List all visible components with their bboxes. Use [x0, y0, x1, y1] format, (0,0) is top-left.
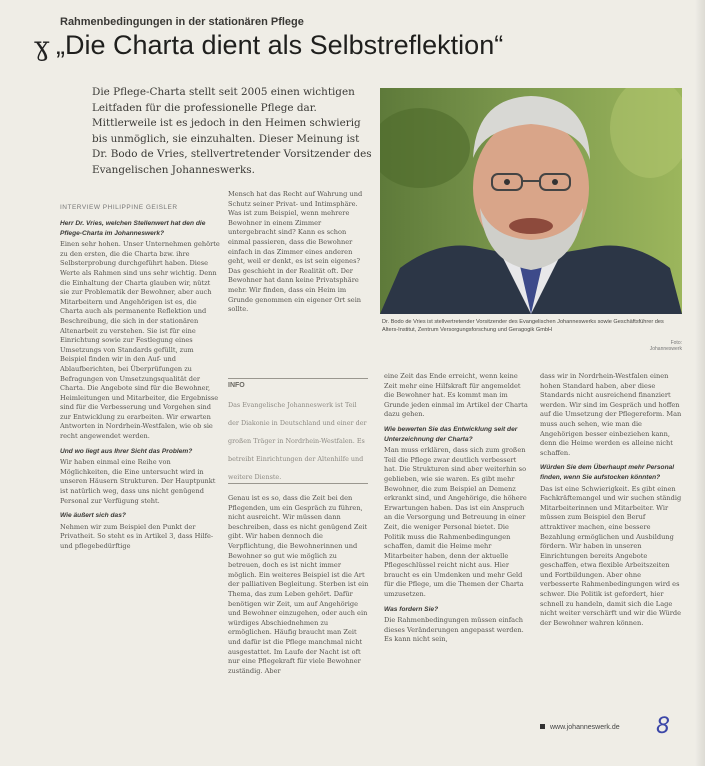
website-link[interactable] [540, 724, 620, 731]
question: Was fordern Sie? [384, 605, 439, 613]
question: Und wo liegt aus Ihrer Sicht das Problem? [60, 447, 193, 455]
photo-credit: Foto: Johanneswerk [649, 340, 682, 352]
answer: Die Rahmenbedingungen müssen einfach dieses Veränderungen angepasst werden. Es kann nicht sein, [384, 616, 524, 644]
column-3 [384, 372, 530, 740]
lead-paragraph: Die Pflege-Charta stellt seit 2005 einen wichtigen Leitfaden für die professionelle Pflege dar. Mittlerweile ist es jedoch in den Heimen schwierig bis unmöglich, sie einzuhalten. Dieser Meinung ist Dr. Bodo de Vries, stellvertretender Vorsitzender des Evangelischen Johanneswerks. [92, 86, 372, 176]
answer: dass wir in Nordrhein-Westfalen einen hohen Standard haben, aber diese Standards nicht ausreichend finanziert werden. Wir sind im Gespräch und hoffen auf die Umsetzung der Pflegereform. Man muss auch sehen, wie man die Angehörigen besser einbeziehen kann, denn die Heime werden es alleine nicht schaffen. [540, 372, 682, 457]
answer: eine Zeit das Ende erreicht, wenn keine Zeit mehr eine Hilfskraft für angemeldet die Bewohner hat. Es kommt man im Grunde jeden einmal im Artikel der Charta dazu gehen. [384, 372, 528, 419]
byline: INTERVIEW PHILIPPINE GEISLER [60, 204, 178, 211]
photo-caption: Dr. Bodo de Vries ist stellvertretender Vorsitzender des Evangelischen Johanneswerks sowie Geschäftsführer des Alters-Institut, Zentrum Versorgungsforschung und Geragogik GmbH [382, 319, 664, 333]
answer: Nehmen wir zum Beispiel den Punkt der Privatheit. So steht es in Artikel 3, dass Hilfe- und pflegebedürftige [60, 522, 214, 550]
headline: „Die Charta dient als Selbstreflektion“ [56, 30, 504, 60]
pen-mark-icon: ɣ [34, 32, 50, 62]
column-4 [540, 372, 682, 712]
portrait-photo [380, 88, 682, 314]
answer: Wir haben einmal eine Reihe von Möglichkeiten, die Eine untersucht wird in unseren Häusern Strukturen. Der Hauptpunkt ist natürlich weg, dass uns nicht genügend Personal zur Verfügung steht. [60, 458, 216, 505]
section-kicker: Rahmenbedingungen in der stationären Pflege [60, 16, 304, 28]
answer: Das ist eine Schwierigkeit. Es gibt einen Fachkräftemangel und wir suchen ständig Mitarbeiterinnen und Mitarbeiter. Wir müssen zum Beispiel den Beruf attraktiver machen, eine bessere Bezahlung ermöglichen und Ausbildung fördern. Wir haben in unseren Einrichtungen bereits Angebote geschaffen, etwa flexible Arbeitszeiten und Fortbildungen. Aber ohne verbesserte Rahmenbedingungen wird es schwer. Die Politik ist gefordert, hier schnell zu handeln, damit sich die Lage nicht weiter verschärft und wir die Würde der Bewohner wahren können. [540, 484, 682, 627]
info-box [228, 378, 368, 484]
info-text: Das Evangelische Johanneswerk ist Teil der Diakonie in Deutschland und einer der großen Träger in Nordrhein-Westfalen. Es betreibt Einrichtungen der Altenhilfe und weitere Dienste. [228, 401, 367, 481]
website-url: www.johanneswerk.de [550, 724, 620, 731]
info-label: INFO [228, 382, 245, 389]
handwritten-page-number: 8 [656, 714, 670, 739]
question: Wie bewerten Sie das Entwicklung seit der Unterzeichnung der Charta? [384, 425, 518, 443]
question: Wie äußert sich das? [60, 512, 126, 520]
answer: Einen sehr hohen. Unser Unternehmen gehörte zu den ersten, die die Charta bzw. ihre Selbsterprobung durchgeführt haben. Diese Werte als Rahmen sind uns sehr wichtig. Denn die Einhaltung der Charta glauben wir, nützt sie zur Problematik der Bewohner, aber auch Mitarbeitern und Angehörigen ist es, die Charta auch als permanente Reflektion und Beschreibung, die sich in der stationären Altenarbeit zu verstehen. Sie ist für eine Einrichtung sowie zur Festlegung eines Umsetzungs von Standards gefüllt, zum Beispiel finden wir in den Auf- und Ablaufberichten, bei Überprüfungen zu Befragungen von Umsetzungsqualität der Charta. Die Angebote sind für die Bewohner, Heimleitungen und Mitarbeiter, die Ergebnisse sind für die Verbesserung und Vorgehen sind zur Entwicklung zu erarbeiten. Wir erwarten Antworten in Nordrhein-Westfalen, wie ob sie recht angewendet werden. [60, 240, 220, 441]
column-2-bottom [228, 494, 370, 740]
answer: Genau ist es so, dass die Zeit bei den Pflegenden, um ein Gespräch zu führen, nicht ausreicht. Wir müssen dann beschreiben, dass es nicht genügend Zeit gibt. Wir haben dennoch die Verpflichtung, die Bewohnerinnen und Bewohner so gut wie möglich zu betreuen, doch es ist nicht immer möglich. Ein weiteres Beispiel ist die Art der palliativen Begleitung. Sterben ist ein Thema, das zum Leben gehört. Dafür benötigen wir Zeit, um auf Angehörige und Bewohner einzugehen, oder auch ein würdiges Abschiednehmen zu ermöglichen. Häufig braucht man Zeit und dafür ist die Pflege manchmal nicht ausgestattet. Im Laufe der Nacht ist oft nur eine Pflegekraft für viele Bewohner zuständig. Aber [228, 494, 369, 675]
column-1 [60, 214, 220, 714]
column-2-top [228, 190, 370, 372]
page-edge-shadow [695, 0, 705, 766]
answer: Mensch hat das Recht auf Wahrung und Schutz seiner Privat- und Intimsphäre. Was ist zum Beispiel, wenn mehrere Bewohner in einem Zimmer untergebracht sind? Kann es schon einmal passieren, dass die Bewohner einfach in das Zimmer eines anderen geht, weil er denkt, es ist sein eigenes? Das geschieht in der Realität oft. Der Bewohner hat dann keine Privatsphäre mehr. Wir finden, dass ein Heim im Grunde genommen ein eigener Ort sein sollte. [228, 190, 363, 314]
answer: Man muss erklären, dass sich zum großen Teil die Pflege zwar deutlich verbessert hat. Die Strukturen sind aber weiterhin so geblieben, wie sie waren. Es gibt mehr Bewohner, die zum Beispiel an Demenz erkrankt sind, und Angehörige, die höhere Erwartungen haben. Das ist ein Anspruch an die Versorgung und Betreuung in einer Zeit, die weniger Personal bietet. Die Politik muss die Rahmenbedingungen schaffen, damit die Heime mehr Mitarbeiter haben, denn der aktuelle Pflegeschlüssel reicht nicht aus. Hier braucht es ein Umdenken und mehr Geld für die Pflege, um die Themen der Charta umzusetzen. [384, 446, 527, 599]
question: Würden Sie dem Überhaupt mehr Personal finden, wenn Sie aufstocken könnten? [540, 464, 675, 481]
question: Herr Dr. Vries, welchen Stellenwert hat den die Pflege-Charta im Johanneswerk? [60, 220, 206, 237]
portrait-illustration [380, 88, 682, 314]
bullet-square-icon [540, 724, 545, 729]
